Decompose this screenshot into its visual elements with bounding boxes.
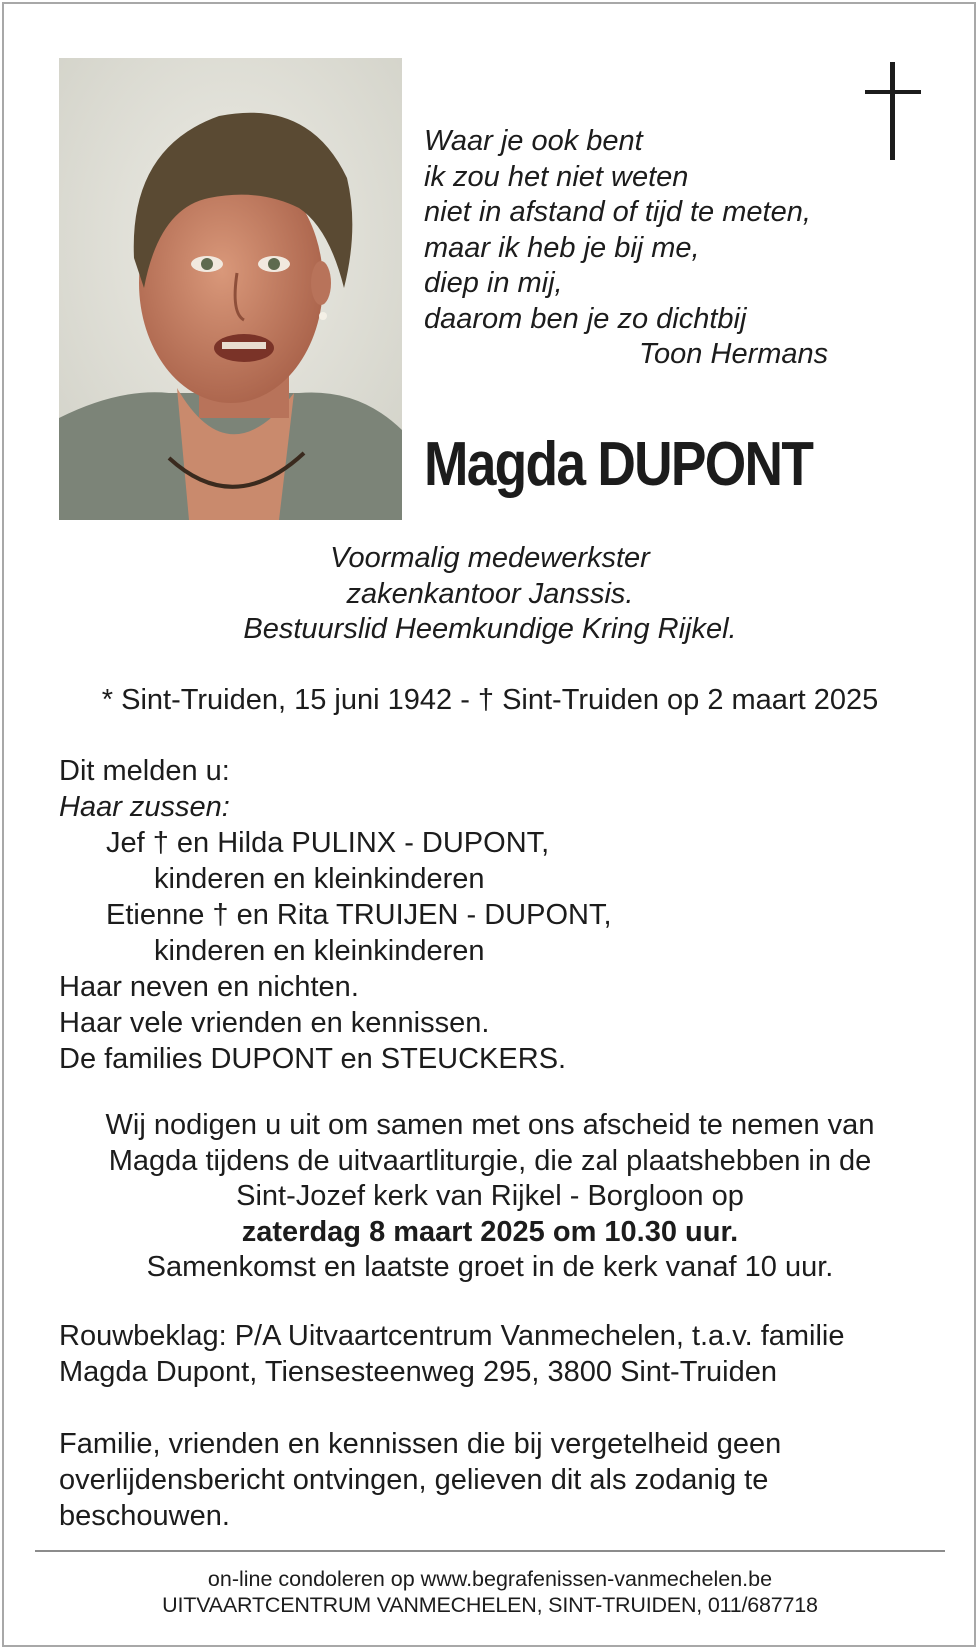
deceased-name: Magda DUPONT [424, 430, 813, 499]
family-announcement [59, 753, 939, 1077]
invite-line: Samenkomst en laatste groet in de kerk vanaf 10 uur. [146, 1251, 834, 1283]
family-intro: Dit melden u: [59, 755, 230, 787]
footer [0, 1566, 980, 1618]
family-line: De families DUPONT en STEUCKERS. [59, 1043, 567, 1075]
role-line: Voormalig medewerkster [330, 542, 650, 574]
poem-author: Toon Hermans [639, 338, 829, 370]
footer-divider [35, 1550, 945, 1552]
poem-line: Waar je ook bent [424, 125, 643, 157]
cross-icon [865, 62, 921, 160]
poem-line: niet in afstand of tijd te meten, [424, 196, 811, 228]
funeral-invitation [0, 1108, 980, 1286]
family-member: Etienne † en Rita TRUIJEN - DUPONT, [106, 899, 612, 931]
portrait-photo [59, 58, 402, 520]
family-member: Jef † en Hilda PULINX - DUPONT, [106, 827, 550, 859]
poem-line: maar ik heb je bij me, [424, 231, 700, 264]
address-line: Magda Dupont, Tiensesteenweg 295, 3800 Sint-Truiden [59, 1356, 777, 1388]
role-line: zakenkantoor Janssis. [346, 577, 634, 610]
notice-line: overlijdensbericht ontvingen, gelieven dit als zodanig te [59, 1464, 769, 1496]
notice-line: Familie, vrienden en kennissen die bij vergetelheid geen [59, 1428, 782, 1460]
family-member-children: kinderen en kleinkinderen [154, 863, 485, 895]
poem-line: daarom ben je zo dichtbij [424, 302, 747, 335]
invite-line: Magda tijdens de uitvaartliturgie, die zal plaatshebben in de [108, 1144, 872, 1177]
family-line: Haar neven en nichten. [59, 971, 359, 1003]
condolence-address [59, 1318, 939, 1390]
family-line: Haar vele vrienden en kennissen. [59, 1007, 490, 1039]
footer-contact-line: UITVAARTCENTRUM VANMECHELEN, SINT-TRUIDEN, 011/687718 [162, 1593, 818, 1617]
poem-line: ik zou het niet weten [424, 160, 689, 193]
notice-text [59, 1426, 929, 1534]
birth-death-dates: * Sint-Truiden, 15 juni 1942 - † Sint-Truiden op 2 maart 2025 [101, 684, 879, 716]
role-description [0, 541, 980, 648]
role-line: Bestuurslid Heemkundige Kring Rijkel. [243, 613, 737, 645]
poem [424, 124, 854, 373]
funeral-date: zaterdag 8 maart 2025 om 10.30 uur. [241, 1215, 739, 1248]
notice-line: beschouwen. [59, 1500, 230, 1532]
family-member-children: kinderen en kleinkinderen [154, 935, 485, 967]
invite-line: Wij nodigen u uit om samen met ons afscheid te nemen van [105, 1109, 875, 1141]
sisters-heading: Haar zussen: [59, 791, 230, 823]
poem-line: diep in mij, [424, 267, 563, 299]
invite-line: Sint-Jozef kerk van Rijkel - Borgloon op [236, 1180, 744, 1212]
address-line: Rouwbeklag: P/A Uitvaartcentrum Vanmechelen, t.a.v. familie [59, 1320, 845, 1352]
footer-online-line[interactable]: on-line condoleren op www.begrafenissen-vanmechelen.be [207, 1567, 773, 1591]
